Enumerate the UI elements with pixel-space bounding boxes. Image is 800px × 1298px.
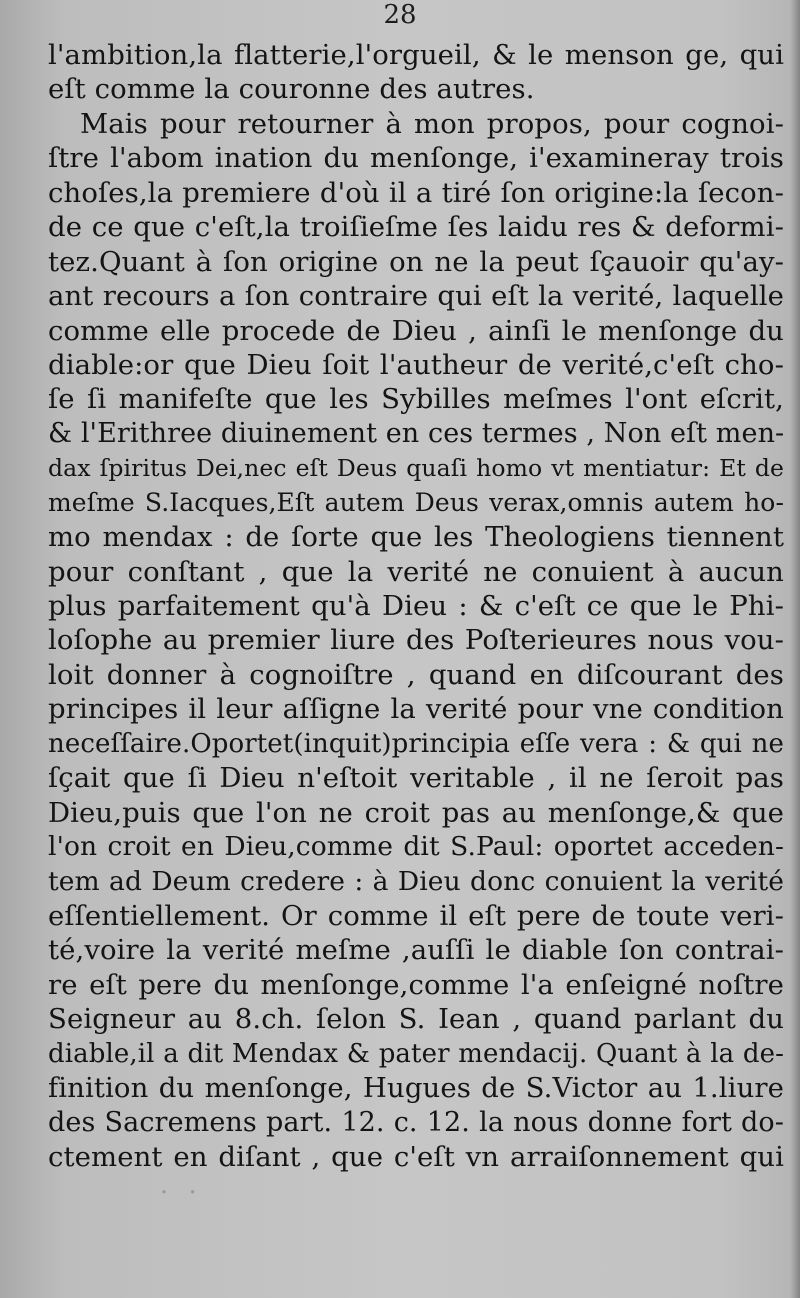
text-line: Dieu,puis que l'on ne croit pas au menſonge,& que — [48, 796, 784, 829]
text-line: l'ambition,la flatterie,l'orgueil, & le menson ge, qui — [48, 39, 784, 71]
text-line: Seigneur au 8.ch. ſelon S. Iean , quand parlant du — [48, 1003, 784, 1036]
text-line: eſt comme la couronne des autres. — [48, 73, 535, 106]
text-line: ſtre l'abom ination du menſonge, i'examineray trois — [48, 142, 784, 175]
text-line: & l'Erithree diuinement en ces termes , Non eſt men- — [48, 417, 785, 449]
text-line: des Sacremens part. 12. c. 12. la nous donne fort do- — [48, 1106, 784, 1138]
text-line: diable:or que Dieu ſoit l'autheur de verité,c'eſt cho- — [48, 348, 784, 381]
text-line: l'on croit en Dieu,comme dit S.Paul: oportet acceden- — [48, 831, 784, 863]
text-line: finition du menſonge, Hugues de S.Victor au 1.liure — [48, 1072, 784, 1105]
text-line: dax ſpiritus Dei,nec eſt Deus quaſi homo vt mentiatur: Et de — [48, 454, 784, 483]
text-line: té,voire la verité meſme ,auſſi le diable ſon contrai- — [48, 934, 784, 967]
text-line: de ce que c'eſt,la troiſieſme ſes laidu res & deformi- — [48, 211, 784, 244]
text-line: re eſt pere du menſonge,comme l'a enſeigné noſtre — [48, 968, 784, 1001]
text-line: loit donner à cognoiſtre , quand en diſcourant des — [48, 658, 784, 691]
text-line: tez.Quant à ſon origine on ne la peut ſçauoir qu'ay- — [48, 245, 784, 278]
text-line: plus parfaitement qu'à Dieu : & c'eſt ce que le Phi- — [48, 590, 784, 622]
text-line: ſe ſi manifeſte que les Sybilles meſmes l'ont eſcrit, — [48, 383, 784, 416]
page-number: 28 — [383, 0, 417, 30]
text-line: comme elle procede de Dieu , ainſi le menſonge du — [48, 314, 784, 347]
text-line: meſme S.Iacques,Eſt autem Deus verax,omnis autem ho- — [48, 487, 784, 517]
text-line: diable,il a dit Mendax & pater mendacij. Quant à la de- — [48, 1038, 784, 1069]
text-line: pour conſtant , que la verité ne conuient à aucun — [48, 555, 784, 588]
show-through-mark: · · — [160, 1178, 203, 1208]
text-line: neceſſaire.Oportet(inquit)principia eſſe vera : & qui ne — [48, 728, 784, 759]
text-line: ant recours a ſon contraire qui eſt la verité, laquelle — [48, 280, 784, 313]
text-line: eſſentiellement. Or comme il eſt pere de toute veri- — [48, 899, 784, 932]
text-line: ſçait que ſi Dieu n'eſtoit veritable , il ne ſeroit pas — [48, 762, 784, 795]
text-line: choſes,la premiere d'où il a tiré ſon origine:la ſecon- — [48, 176, 784, 209]
page-edge-shadow — [790, 0, 800, 1298]
text-line: ctement en diſant , que c'eſt vn arraiſonnement qui — [48, 1141, 784, 1173]
text-line: tem ad Deum credere : à Dieu donc conuient la verité — [48, 865, 784, 897]
text-line: loſophe au premier liure des Poſterieures nous vou- — [48, 624, 784, 657]
page-text-block — [48, 38, 784, 1174]
text-line: principes il leur aſſigne la verité pour vne condition — [48, 693, 784, 726]
text-line: Mais pour retourner à mon propos, pour cognoi- — [80, 107, 784, 140]
text-line: mo mendax : de ſorte que les Theologiens tiennent — [48, 521, 784, 554]
